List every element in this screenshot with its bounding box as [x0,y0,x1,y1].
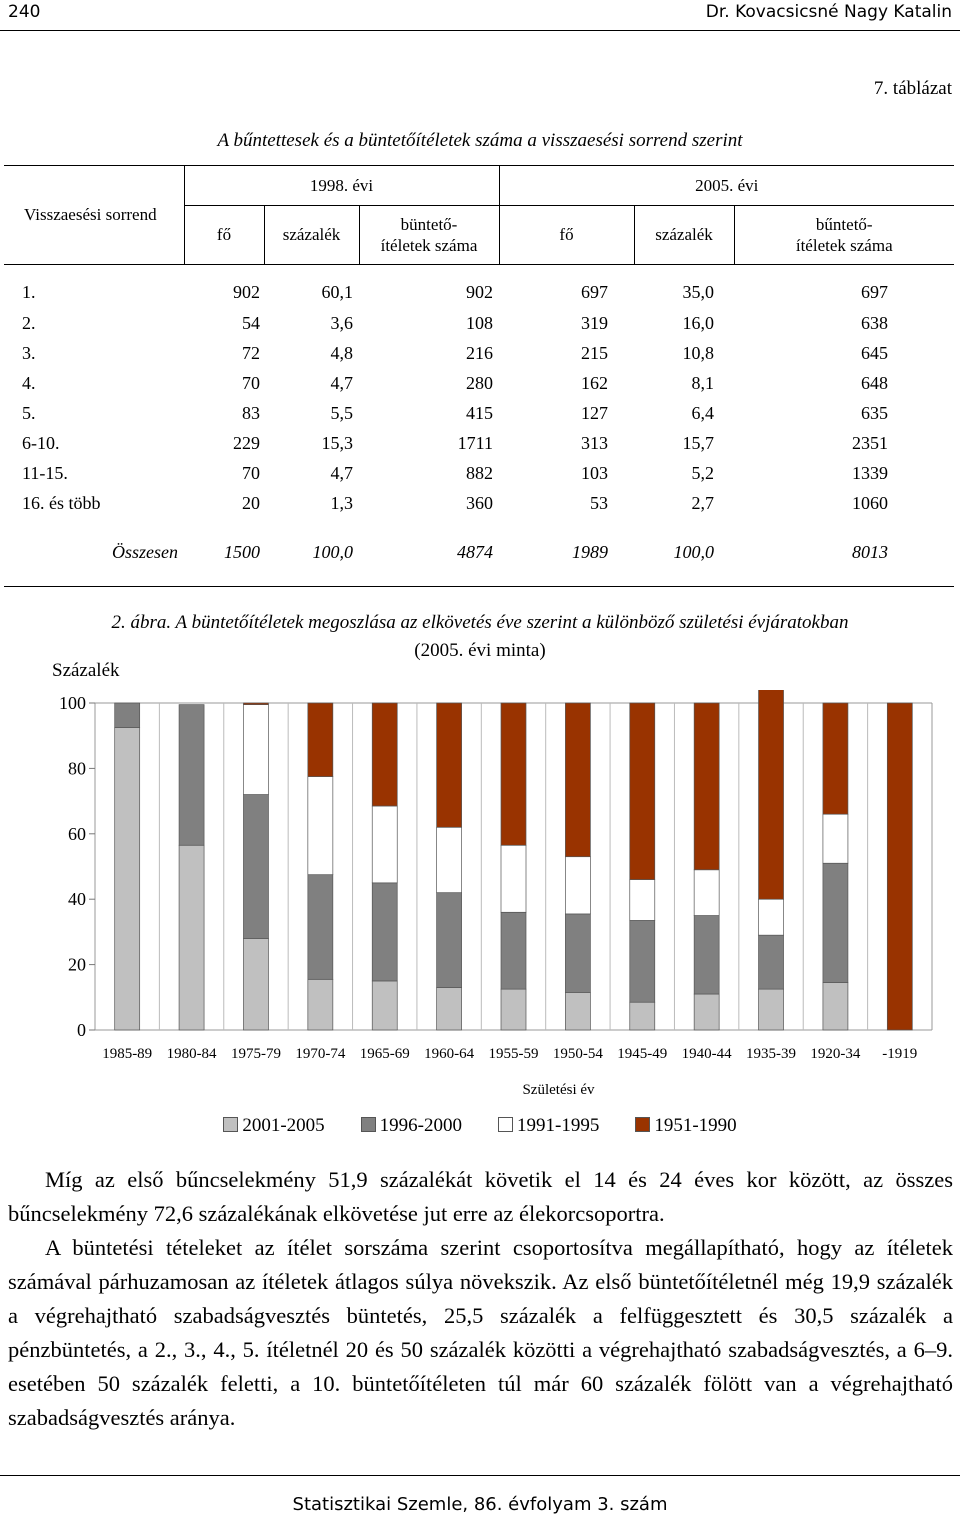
table-cell: 103 [581,463,608,483]
bar-segment [372,806,397,883]
table-cell: 902 [233,282,260,303]
group-2005: 2005. évi [499,166,954,206]
y-tick-label: 60 [68,823,86,844]
paragraph-2: A büntetési tételeket az ítélet sorszáma szerint csoportosítva megállapítható, hogy az ítéletek számával párhuzamosan az ítéletek átlagos súlya növekszik. Az első büntetőítéletnél még 19,9 százalék a végrehajtható szabadságvesztés büntetés, 25,5 százalék a felfüggesztett és 30,5 százalék a pénzbüntetés, a 2., 3., 4., 5. ítéletnél 20 és 50 százalék közötti a végrehajtható szabadságvesztés, a 6–9. esetében 50 százalék feletti, a 10. büntetőítéleten túl már 60 százalék fölött van a végrehajtható szabadságvesztés aránya. [8,1235,953,1430]
bar-segment [759,989,784,1030]
group-1998: 1998. évi [184,166,499,206]
col-szazalek-2005: százalék [634,206,734,265]
table-cell: 35,0 [682,282,714,303]
y-tick-label: 100 [59,693,86,713]
col-szazalek-1998: százalék [264,206,359,265]
y-tick-label: 20 [68,954,86,975]
table-cell: 4,7 [330,373,353,393]
col-fo-2005: fő [499,206,634,265]
table-title: A bűntettesek és a büntetőítéletek száma a visszaesési sorrend szerint [217,130,743,151]
bar-segment [243,795,268,939]
legend-label: 1951-1990 [654,1115,737,1136]
table-cell: 108 [466,313,493,333]
bar-segment [308,703,333,777]
table-cell: 280 [466,373,493,393]
bar-segment [694,703,719,870]
bar-segment [823,863,848,982]
legend-swatch [635,1117,650,1132]
table-row [4,265,954,309]
table-cell: 1711 [457,433,493,453]
bar-segment [823,983,848,1030]
total-label: Összesen [4,519,184,587]
table-cell: 902 [466,282,493,303]
x-tick-label: 1945-49 [617,1046,668,1062]
recidivism-table [4,165,954,587]
bar-segment [243,938,268,1030]
table-cell: 83 [242,403,260,423]
figure-title-main: 2. ábra. A büntetőítéletek megoszlása az elkövetés éve szerint a különböző születési évjáratokban [111,612,849,633]
table-cell: 697 [581,282,608,303]
table-row [4,489,954,519]
paragraph-1: Míg az első bűncselekmény 51,9 százalékát követik el 14 és 24 éves kor között, az összes bűncselekmény 72,6 százalékának elkövetése jut erre az élekorcsoportra. [8,1167,953,1226]
total-cell: 100,0 [264,519,359,587]
table-cell: 4,7 [330,463,353,483]
x-tick-label: 1955-59 [488,1046,539,1062]
table-cell: 1339 [852,463,888,483]
figure-title [0,609,960,665]
bar-segment [372,703,397,806]
author-name: Dr. Kovacsicsné Nagy Katalin [705,2,952,22]
table-cell: 15,7 [682,433,714,453]
table-row [4,459,954,489]
table-cell: 5,5 [330,403,353,423]
table-cell: 229 [233,433,260,453]
y-tick-label: 0 [77,1020,86,1040]
table-row [4,399,954,429]
bar-segment [308,979,333,1030]
stacked-bar-chart [0,690,960,1110]
table-cell: 15,3 [321,433,353,453]
bar-segment [887,703,912,1030]
table-cell: 3,6 [330,313,353,333]
total-cell: 1989 [499,519,634,587]
bar-segment [759,690,784,899]
legend-label: 1991-1995 [517,1115,600,1136]
y-axis-title: Százalék [52,660,120,681]
table-cell: 8,1 [691,373,714,393]
legend-item [498,1115,599,1137]
bar-segment [759,899,784,935]
row-label: 11-15. [22,463,68,483]
legend-swatch [223,1117,238,1132]
legend-swatch [498,1117,513,1132]
x-tick-label: 1920-34 [810,1046,861,1062]
table-cell: 415 [466,403,493,423]
row-label: 5. [22,403,36,423]
row-label: 16. és több [22,493,101,513]
bar-segment [630,880,655,921]
bar-segment [308,777,333,875]
bar-segment [115,728,140,1030]
bar-segment [694,994,719,1030]
page-number: 240 [8,2,41,22]
bar-segment [630,920,655,1002]
bar-segment [501,989,526,1030]
bar-segment [630,703,655,880]
bar-segment [179,705,204,846]
bar-segment [501,912,526,989]
row-label: 1. [22,282,36,303]
table-cell: 360 [466,493,493,513]
table-cell: 4,8 [330,343,353,363]
table-cell: 54 [242,313,260,333]
total-cell: 8013 [734,519,954,587]
row-label: 2. [22,313,36,333]
col-itelet-2005: bűntető- ítéletek száma [734,206,954,265]
row-header-cell: Visszaesési sorrend [4,166,184,265]
bar-segment [565,857,590,914]
x-tick-label: 1980-84 [166,1046,217,1062]
table-cell: 645 [861,343,888,363]
x-tick-label: 1965-69 [359,1046,410,1062]
bar-segment [179,845,204,1030]
bar-segment [694,870,719,916]
col-itelet-1998: büntető- ítéletek száma [359,206,499,265]
table-cell: 162 [581,373,608,393]
bar-segment [759,935,784,989]
table-cell: 638 [861,313,888,333]
table-cell: 16,0 [682,313,714,333]
legend-item [361,1115,462,1137]
bar-segment [823,814,848,863]
table-row [4,429,954,459]
row-label: 6-10. [22,433,60,453]
table-cell: 1,3 [330,493,353,513]
table-cell: 60,1 [321,282,353,303]
table-cell: 313 [581,433,608,453]
table-cell: 70 [242,463,260,483]
table-cell: 215 [581,343,608,363]
col-fo-1998: fő [184,206,264,265]
table-row [4,369,954,399]
x-tick-label: 1935-39 [746,1046,797,1062]
table-label: 7. táblázat [873,78,952,99]
table-cell: 648 [861,373,888,393]
x-axis-title: Születési év [522,1082,595,1098]
bar-segment [308,875,333,980]
legend-item [635,1115,736,1137]
legend-label: 1996-2000 [379,1115,462,1136]
bar-segment [372,981,397,1030]
table-cell: 319 [581,313,608,333]
x-tick-label: -1919 [882,1046,918,1062]
bar-segment [501,845,526,912]
running-header [0,0,960,31]
table-cell: 10,8 [682,343,714,363]
table-cell: 635 [861,403,888,423]
figure-subtitle: (2005. évi minta) [414,640,546,661]
table-cell: 697 [861,282,888,303]
bar-segment [823,703,848,814]
bar-segment [565,914,590,992]
table-cell: 882 [466,463,493,483]
row-label: 4. [22,373,36,393]
footer: Statisztikai Szemle, 86. évfolyam 3. szám [0,1475,960,1515]
bar-segment [243,705,268,795]
table-cell: 1060 [852,493,888,513]
x-tick-label: 1950-54 [552,1046,603,1062]
legend-label: 2001-2005 [242,1115,325,1136]
x-tick-label: 1970-74 [295,1046,346,1062]
bar-segment [630,1002,655,1030]
chart-legend [0,1115,960,1137]
table-total-row [4,519,954,587]
total-cell: 4874 [359,519,499,587]
x-tick-label: 1985-89 [102,1046,153,1062]
body-text [8,1163,953,1435]
x-tick-label: 1960-64 [424,1046,475,1062]
table-row [4,309,954,339]
bar-segment [565,992,590,1030]
bar-segment [243,703,268,705]
table-cell: 216 [466,343,493,363]
x-tick-label: 1940-44 [681,1046,732,1062]
bar-segment [694,916,719,994]
table-cell: 6,4 [691,403,714,423]
table-cell: 2,7 [691,493,714,513]
table-cell: 5,2 [691,463,714,483]
bar-segment [437,703,462,827]
bar-segment [437,827,462,892]
total-cell: 100,0 [634,519,734,587]
bar-segment [501,703,526,845]
table-cell: 70 [242,373,260,393]
legend-item [223,1115,324,1137]
table-cell: 2351 [852,433,888,453]
bar-segment [372,883,397,981]
y-tick-label: 40 [68,889,86,910]
bar-segment [115,703,140,728]
table-cell: 72 [242,343,260,363]
table-cell: 20 [242,493,260,513]
y-tick-label: 80 [68,758,86,779]
table-row [4,339,954,369]
table-cell: 53 [590,493,608,513]
bar-segment [437,893,462,988]
total-cell: 1500 [184,519,264,587]
row-label: 3. [22,343,36,363]
x-tick-label: 1975-79 [230,1046,281,1062]
bar-segment [565,703,590,857]
bar-segment [437,987,462,1030]
table-cell: 127 [581,403,608,423]
legend-swatch [361,1117,376,1132]
